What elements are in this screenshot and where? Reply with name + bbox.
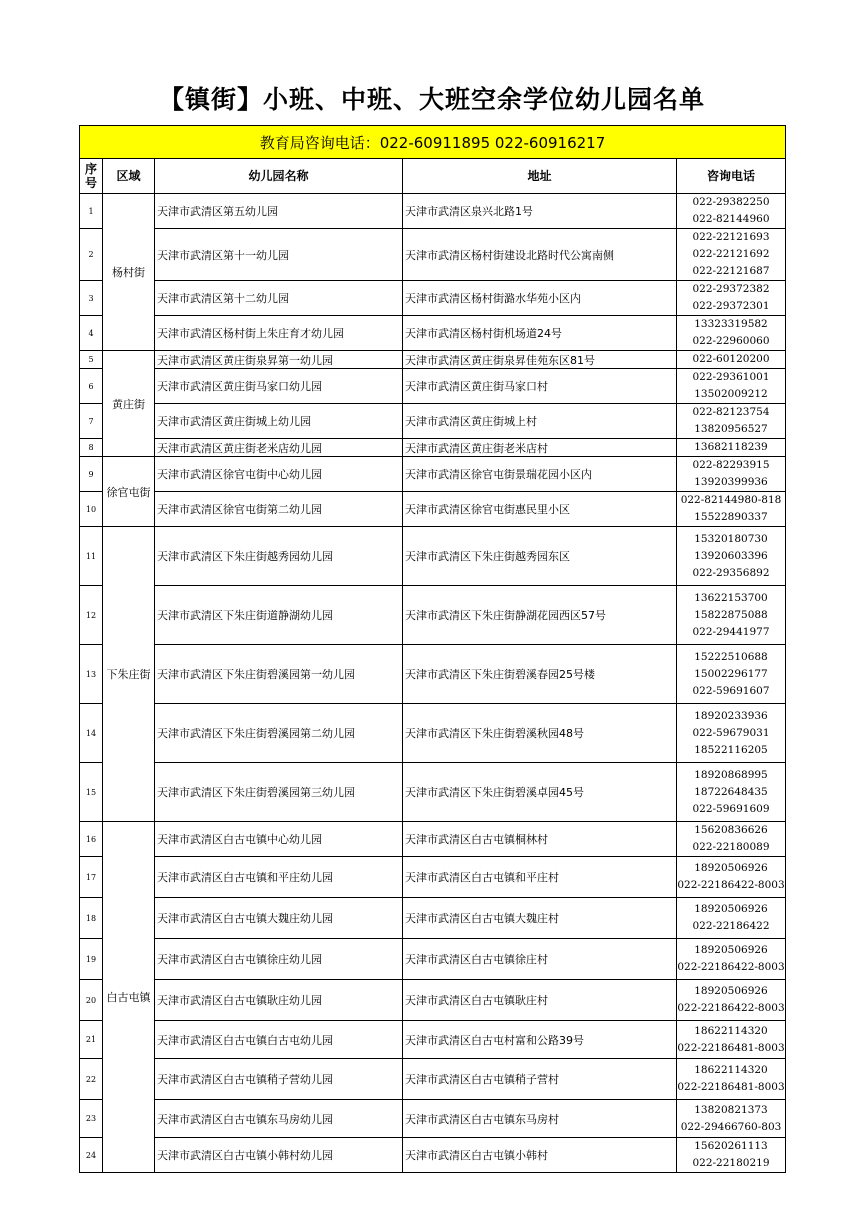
phone-cell	[677, 404, 786, 439]
phone-cell	[677, 822, 786, 857]
kindergarten-name: 天津市武清区白古屯镇东马房幼儿园	[155, 1100, 403, 1138]
phone-cell	[677, 704, 786, 763]
phone-number: 13682118239	[694, 441, 768, 453]
table-row	[80, 645, 786, 704]
phone-number: 022-22186481-8003	[677, 1081, 785, 1093]
row-number: 1	[80, 194, 103, 229]
row-number: 4	[80, 316, 103, 351]
phone-number: 022-29466760-803	[680, 1120, 782, 1133]
row-number: 20	[80, 980, 103, 1021]
table-body	[80, 194, 786, 1173]
table-row	[80, 1021, 786, 1059]
phone-number: 022-59679031	[692, 726, 770, 739]
phone-number: 18622114320	[694, 1064, 768, 1076]
phone-number: 18722648435	[694, 785, 768, 798]
table-row	[80, 704, 786, 763]
phone-number: 18622114320	[694, 1024, 768, 1037]
table-row	[80, 1100, 786, 1138]
phone-number: 022-29372382	[692, 283, 770, 295]
phone-number: 18920506926	[694, 903, 768, 915]
table-row	[80, 1138, 786, 1173]
row-number: 22	[80, 1059, 103, 1100]
kindergarten-address: 天津市武清区下朱庄街越秀园东区	[403, 527, 677, 586]
phone-number: 15822875088	[694, 608, 768, 621]
phone-number: 022-22180089	[692, 841, 770, 853]
kindergarten-address: 天津市武清区徐官屯街惠民里小区	[403, 492, 677, 527]
kindergarten-name: 天津市武清区黄庄街马家口幼儿园	[155, 369, 403, 404]
row-number: 7	[80, 404, 103, 439]
phone-number: 15320180730	[694, 532, 768, 545]
row-number: 2	[80, 229, 103, 281]
phone-number: 13622153700	[694, 591, 768, 604]
row-number: 14	[80, 704, 103, 763]
phone-cell	[677, 316, 786, 351]
kindergarten-address: 天津市武清区白古屯镇徐庄村	[403, 939, 677, 980]
kindergarten-name: 天津市武清区黄庄街老米店幼儿园	[155, 439, 403, 457]
kindergarten-name: 天津市武清区白古屯镇和平庄幼儿园	[155, 857, 403, 898]
phone-number: 022-59691609	[692, 802, 770, 815]
phone-number: 022-22121692	[692, 248, 770, 260]
kindergarten-name: 天津市武清区下朱庄街碧溪园第一幼儿园	[155, 645, 403, 704]
header-district: 区域	[103, 159, 155, 194]
kindergarten-address: 天津市武清区白古屯镇耿庄村	[403, 980, 677, 1021]
kindergarten-address: 天津市武清区白古屯镇小韩村	[403, 1138, 677, 1173]
phone-number: 022-82144980-818	[680, 494, 782, 506]
district-cell: 白古屯镇	[103, 822, 155, 1173]
phone-cell	[677, 1021, 786, 1059]
phone-number: 13323319582	[694, 318, 768, 330]
phone-number: 18920506926	[694, 862, 768, 874]
kindergarten-name: 天津市武清区第十二幼儿园	[155, 281, 403, 316]
kindergarten-name: 天津市武清区黄庄街泉昇第一幼儿园	[155, 351, 403, 369]
table-row	[80, 586, 786, 645]
kindergarten-name: 天津市武清区白古屯镇白古屯幼儿园	[155, 1021, 403, 1059]
phone-number: 13920399936	[694, 476, 768, 488]
kindergarten-name: 天津市武清区白古屯镇耿庄幼儿园	[155, 980, 403, 1021]
header-row	[80, 159, 786, 194]
phone-cell	[677, 439, 786, 457]
phone-number: 022-29356892	[692, 566, 770, 579]
table-row	[80, 1059, 786, 1100]
header-seq: 序号	[80, 159, 103, 194]
district-cell: 下朱庄街	[103, 527, 155, 822]
phone-number: 022-22180219	[692, 1157, 770, 1169]
kindergarten-address: 天津市武清区徐官屯街景瑞花园小区内	[403, 457, 677, 492]
kindergarten-address: 天津市武清区下朱庄街静湖花园西区57号	[403, 586, 677, 645]
phone-number: 13920603396	[694, 549, 768, 562]
table-row	[80, 898, 786, 939]
kindergarten-name: 天津市武清区白古屯镇徐庄幼儿园	[155, 939, 403, 980]
phone-number: 18920506926	[694, 944, 768, 956]
kindergarten-name: 天津市武清区白古屯镇小韩村幼儿园	[155, 1138, 403, 1173]
kindergarten-name: 天津市武清区下朱庄街碧溪园第三幼儿园	[155, 763, 403, 822]
page-title: 【镇街】小班、中班、大班空余学位幼儿园名单	[158, 85, 705, 114]
phone-number: 18522116205	[694, 743, 768, 756]
phone-number: 15522890337	[694, 511, 768, 523]
table-row	[80, 822, 786, 857]
phone-cell	[677, 1059, 786, 1100]
phone-number: 022-59691607	[692, 684, 770, 697]
kindergarten-name: 天津市武清区徐官屯街中心幼儿园	[155, 457, 403, 492]
phone-number: 15620261113	[694, 1140, 768, 1152]
table-row	[80, 316, 786, 351]
phone-number: 022-29372301	[692, 300, 770, 312]
phone-number: 022-22186422	[692, 920, 770, 932]
phone-cell	[677, 857, 786, 898]
phone-cell	[677, 229, 786, 281]
table-row	[80, 527, 786, 586]
kindergarten-address: 天津市武清区黄庄街老米店村	[403, 439, 677, 457]
kindergarten-address: 天津市武清区下朱庄街碧溪卓园45号	[403, 763, 677, 822]
phone-number: 18920506926	[694, 985, 768, 997]
table-row	[80, 763, 786, 822]
table-row	[80, 857, 786, 898]
phone-number: 022-22186481-8003	[677, 1041, 785, 1054]
row-number: 10	[80, 492, 103, 527]
kindergarten-name: 天津市武清区白古屯镇中心幼儿园	[155, 822, 403, 857]
phone-number: 022-82123754	[692, 406, 770, 418]
phone-number: 022-22186422-8003	[677, 961, 785, 973]
table-row	[80, 281, 786, 316]
kindergarten-name: 天津市武清区第十一幼儿园	[155, 229, 403, 281]
kindergarten-address: 天津市武清区白古屯镇大魏庄村	[403, 898, 677, 939]
kindergarten-name: 天津市武清区第五幼儿园	[155, 194, 403, 229]
kindergarten-address: 天津市武清区白古屯镇东马房村	[403, 1100, 677, 1138]
row-number: 12	[80, 586, 103, 645]
phone-number: 15620836626	[694, 824, 768, 836]
phone-cell	[677, 369, 786, 404]
table-row	[80, 229, 786, 281]
row-number: 24	[80, 1138, 103, 1173]
phone-number: 022-29441977	[692, 625, 770, 638]
phone-number: 022-60120200	[692, 353, 770, 365]
kindergarten-address: 天津市武清区白古屯村富和公路39号	[403, 1021, 677, 1059]
row-number: 13	[80, 645, 103, 704]
row-number: 6	[80, 369, 103, 404]
kindergarten-address: 天津市武清区白古屯镇桐林村	[403, 822, 677, 857]
row-number: 5	[80, 351, 103, 369]
phone-number: 022-22186422-8003	[677, 879, 785, 891]
phone-number: 022-29382250	[692, 196, 770, 208]
row-number: 19	[80, 939, 103, 980]
table-row	[80, 980, 786, 1021]
phone-number: 15222510688	[694, 650, 768, 663]
phone-number: 022-82293915	[692, 459, 770, 471]
phone-cell	[677, 1138, 786, 1173]
row-number: 9	[80, 457, 103, 492]
kindergarten-name: 天津市武清区徐官屯街第二幼儿园	[155, 492, 403, 527]
phone-number: 13820821373	[694, 1103, 768, 1116]
phone-cell	[677, 281, 786, 316]
header-name: 幼儿园名称	[155, 159, 403, 194]
kindergarten-address: 天津市武清区下朱庄街碧溪秋园48号	[403, 704, 677, 763]
phone-cell	[677, 939, 786, 980]
phone-number: 022-82144960	[692, 213, 770, 225]
kindergarten-table	[79, 125, 786, 1173]
row-number: 23	[80, 1100, 103, 1138]
district-cell: 黄庄街	[103, 351, 155, 457]
phone-cell	[677, 586, 786, 645]
kindergarten-address: 天津市武清区下朱庄街碧溪春园25号楼	[403, 645, 677, 704]
district-cell: 杨村街	[103, 194, 155, 351]
table-row	[80, 457, 786, 492]
kindergarten-address: 天津市武清区泉兴北路1号	[403, 194, 677, 229]
kindergarten-address: 天津市武清区白古屯镇稍子营村	[403, 1059, 677, 1100]
row-number: 17	[80, 857, 103, 898]
kindergarten-address: 天津市武清区杨村街建设北路时代公寓南侧	[403, 229, 677, 281]
row-number: 21	[80, 1021, 103, 1059]
kindergarten-name: 天津市武清区下朱庄街碧溪园第二幼儿园	[155, 704, 403, 763]
phone-cell	[677, 351, 786, 369]
kindergarten-address: 天津市武清区黄庄街泉昇佳苑东区81号	[403, 351, 677, 369]
phone-cell	[677, 1100, 786, 1138]
phone-number: 13820956527	[694, 423, 768, 435]
table-row	[80, 351, 786, 369]
row-number: 11	[80, 527, 103, 586]
table-row	[80, 939, 786, 980]
phone-cell	[677, 457, 786, 492]
kindergarten-name: 天津市武清区黄庄街城上幼儿园	[155, 404, 403, 439]
table-row	[80, 404, 786, 439]
phone-number: 022-22960060	[692, 335, 770, 347]
table-row	[80, 194, 786, 229]
phone-cell	[677, 763, 786, 822]
phone-number: 022-29361001	[692, 371, 770, 383]
phone-cell	[677, 645, 786, 704]
phone-number: 022-22186422-8003	[677, 1002, 785, 1014]
phone-number: 022-22121693	[692, 231, 770, 243]
header-address: 地址	[403, 159, 677, 194]
kindergarten-name: 天津市武清区白古屯镇大魏庄幼儿园	[155, 898, 403, 939]
row-number: 3	[80, 281, 103, 316]
kindergarten-name: 天津市武清区杨村街上朱庄育才幼儿园	[155, 316, 403, 351]
phone-cell	[677, 898, 786, 939]
table-row	[80, 439, 786, 457]
phone-cell	[677, 492, 786, 527]
phone-cell	[677, 527, 786, 586]
phone-number: 18920868995	[694, 768, 768, 781]
phone-number: 022-22121687	[692, 265, 770, 277]
kindergarten-address: 天津市武清区黄庄街城上村	[403, 404, 677, 439]
phone-number: 18920233936	[694, 709, 768, 722]
kindergarten-name: 天津市武清区白古屯镇稍子营幼儿园	[155, 1059, 403, 1100]
hotline-banner: 教育局咨询电话：022-60911895 022-60916217	[80, 126, 786, 159]
row-number: 15	[80, 763, 103, 822]
phone-number: 15002296177	[694, 667, 768, 680]
kindergarten-address: 天津市武清区杨村街潞水华苑小区内	[403, 281, 677, 316]
row-number: 18	[80, 898, 103, 939]
kindergarten-address: 天津市武清区白古屯镇和平庄村	[403, 857, 677, 898]
kindergarten-name: 天津市武清区下朱庄街道静湖幼儿园	[155, 586, 403, 645]
header-phone: 咨询电话	[677, 159, 786, 194]
district-cell: 徐官屯街	[103, 457, 155, 527]
table-row	[80, 369, 786, 404]
phone-cell	[677, 194, 786, 229]
row-number: 16	[80, 822, 103, 857]
kindergarten-address: 天津市武清区黄庄街马家口村	[403, 369, 677, 404]
phone-cell	[677, 980, 786, 1021]
table-row	[80, 492, 786, 527]
phone-number: 13502009212	[694, 388, 768, 400]
row-number: 8	[80, 439, 103, 457]
kindergarten-name: 天津市武清区下朱庄街越秀园幼儿园	[155, 527, 403, 586]
kindergarten-address: 天津市武清区杨村街机场道24号	[403, 316, 677, 351]
